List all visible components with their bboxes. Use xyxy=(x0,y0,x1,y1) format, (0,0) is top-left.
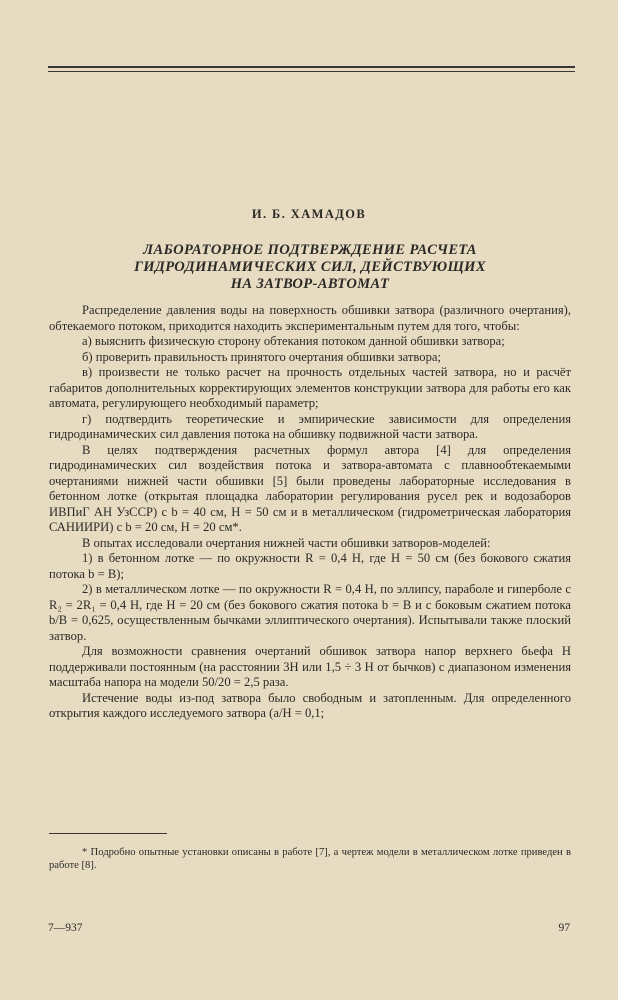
article-body xyxy=(49,303,571,722)
top-rule-thin xyxy=(48,71,575,72)
title-line: ЛАБОРАТОРНОЕ ПОДТВЕРЖДЕНИЕ РАСЧЕТА xyxy=(143,242,477,258)
paragraph-experiments: В опытах исследовали очертания нижней части обшивки затворов-моделей: xyxy=(82,535,491,550)
paragraph-purpose: В целях подтверждения расчетных формул автора [4] для определения гидродинамических сил воздействия потока и затвора-автомата с плавнообтекаемыми очертаниями нижней части обшивки [5] были проведены лабораторные исследования в бетонном лотке (открытая площадка лаборатории регулирования русел рек и водозаборов ИВПиГ АН УзССР) с b = 40 см, H = 50 см и в металлическом (гидрометрическая лаборатория САНИИРИ) с b = 20 см, H = 20 см*. xyxy=(49,442,571,534)
list-item-1: 1) в бетонном лотке — по окружности R = 0,4 H, где H = 50 см (без бокового сжатия потока b = B); xyxy=(49,551,571,581)
paragraph-intro: Распределение давления воды на поверхность обшивки затвора (различного очертания), обтекаемого потоком, приходится находить экспериментальным путем для того, чтобы: xyxy=(49,303,571,333)
page-number: 97 xyxy=(558,922,570,934)
top-rule xyxy=(48,66,575,68)
footnote: * Подробно опытные установки описаны в работе [7], а чертеж модели в металлическом лотке приведен в работе [8]. xyxy=(49,847,571,871)
list-item-2: 2) в металлическом лотке — по окружности R = 0,4 H, по эллипсу, параболе и гиперболе с R₂ = 2R₁ = 0,4 H, где H = 20 см (без бокового сжатия потока b = B и с боковым сжатием потока b/B = 0,625, осуществленным бычками эллиптического очертания). Испытывали также плоский затвор. xyxy=(49,582,571,643)
printer-signature: 7—937 xyxy=(48,922,83,934)
list-item-a: а) выяснить физическую сторону обтекания потоком данной обшивки затвора; xyxy=(82,334,505,348)
footnote-rule xyxy=(49,833,167,834)
paragraph-comparison: Для возможности сравнения очертаний обшивок затвора напор верхнего бьефа H поддерживали постоянным (на расстоянии 3H или 1,5 ÷ 3 H от бычков) с диапазоном изменения масштаба напора на модели 50/20 = 2,5 раза. xyxy=(49,644,571,689)
list-item-b: б) проверить правильность принятого очертания обшивки затвора; xyxy=(82,349,441,364)
list-item-g: г) подтвердить теоретические и эмпирические зависимости для определения гидродинамических сил давления потока на обшивку подвижной части затвора. xyxy=(49,411,571,441)
title-line: НА ЗАТВОР-АВТОМАТ xyxy=(230,276,390,292)
title-line: ГИДРОДИНАМИЧЕСКИХ СИЛ, ДЕЙСТВУЮЩИХ xyxy=(134,259,486,275)
article-title xyxy=(80,242,540,293)
paragraph-outflow: Истечение воды из-под затвора было свободным и затопленным. Для определенного открытия каждого исследуемого затвора (a/H = 0,1; xyxy=(49,690,571,720)
list-item-v: в) произвести не только расчет на прочность отдельных частей затвора, но и расчёт габаритов дополнительных корректирующих элементов конструкции затвора для работы его как автомата, регулирующего необходимый параметр; xyxy=(49,365,571,410)
author: И. Б. ХАМАДОВ xyxy=(251,207,367,221)
